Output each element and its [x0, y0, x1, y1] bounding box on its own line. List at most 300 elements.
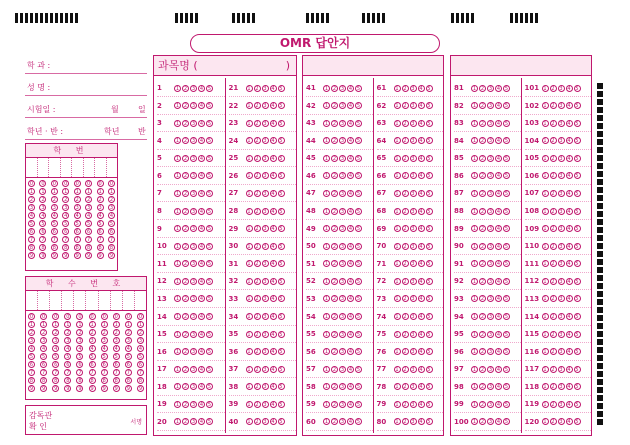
answer-choice-bubble[interactable]: 5	[427, 138, 431, 145]
answer-choice-bubble[interactable]: 2	[255, 296, 259, 303]
answer-choice-bubble[interactable]: 2	[403, 314, 407, 321]
answer-choice-bubble[interactable]: 4	[496, 366, 501, 373]
answer-choice-bubble[interactable]: 1	[247, 261, 251, 268]
student-number-digit-bubble[interactable]: 5	[52, 221, 56, 227]
answer-choice-bubble[interactable]: 2	[332, 85, 337, 92]
answer-choice-bubble[interactable]: 4	[419, 226, 423, 233]
answer-choice-bubble[interactable]: 4	[496, 190, 501, 197]
exam-number-digit-bubble[interactable]: 7	[42, 370, 46, 376]
answer-choice-bubble[interactable]: 4	[496, 243, 501, 250]
answer-choice-bubble[interactable]: 5	[207, 138, 212, 145]
answer-choice-bubble[interactable]: 3	[411, 314, 415, 321]
answer-choice-bubble[interactable]: 4	[348, 314, 353, 321]
answer-choice-bubble[interactable]: 1	[175, 349, 180, 356]
answer-choice-bubble[interactable]: 2	[255, 103, 259, 110]
answer-choice-bubble[interactable]: 1	[543, 278, 547, 285]
name-field[interactable]	[25, 82, 147, 96]
student-number-digit-bubble[interactable]: 2	[87, 197, 91, 203]
answer-choice-bubble[interactable]: 4	[567, 401, 571, 408]
answer-choice-bubble[interactable]: 1	[324, 419, 329, 426]
student-number-digit-bubble[interactable]: 9	[64, 253, 68, 259]
answer-choice-bubble[interactable]: 4	[496, 173, 501, 180]
student-number-digit-bubble[interactable]: 1	[109, 189, 114, 195]
answer-choice-bubble[interactable]: 3	[411, 401, 415, 408]
exam-number-write-cell[interactable]	[38, 291, 50, 310]
student-number-digit-bubble[interactable]: 6	[52, 229, 56, 235]
answer-choice-bubble[interactable]: 4	[271, 366, 275, 373]
answer-choice-bubble[interactable]: 5	[279, 120, 283, 127]
answer-choice-bubble[interactable]: 3	[411, 226, 415, 233]
answer-choice-bubble[interactable]: 3	[559, 349, 563, 356]
exam-number-digit-bubble[interactable]: 7	[78, 370, 82, 376]
answer-choice-bubble[interactable]: 5	[356, 331, 361, 338]
answer-choice-bubble[interactable]: 5	[207, 366, 212, 373]
answer-choice-bubble[interactable]: 4	[419, 401, 423, 408]
answer-choice-bubble[interactable]: 2	[183, 155, 188, 162]
answer-choice-bubble[interactable]: 2	[255, 243, 259, 250]
student-number-digit-bubble[interactable]: 6	[29, 229, 34, 235]
answer-choice-bubble[interactable]: 2	[183, 103, 188, 110]
answer-choice-bubble[interactable]: 1	[472, 190, 477, 197]
answer-choice-bubble[interactable]: 3	[559, 261, 563, 268]
answer-choice-bubble[interactable]: 5	[279, 349, 283, 356]
exam-number-write-cell[interactable]	[74, 291, 86, 310]
answer-choice-bubble[interactable]: 5	[427, 85, 431, 92]
answer-choice-bubble[interactable]: 2	[332, 296, 337, 303]
student-number-digit-bubble[interactable]: 9	[29, 253, 34, 259]
answer-choice-bubble[interactable]: 4	[419, 103, 423, 110]
answer-choice-bubble[interactable]: 4	[348, 401, 353, 408]
answer-choice-bubble[interactable]: 1	[395, 261, 399, 268]
answer-choice-bubble[interactable]: 5	[575, 155, 579, 162]
answer-choice-bubble[interactable]: 3	[191, 419, 196, 426]
answer-choice-bubble[interactable]: 5	[575, 419, 579, 426]
answer-choice-bubble[interactable]: 2	[332, 278, 337, 285]
answer-choice-bubble[interactable]: 3	[488, 331, 493, 338]
exam-number-digit-bubble[interactable]: 0	[29, 314, 34, 320]
answer-choice-bubble[interactable]: 3	[340, 296, 345, 303]
answer-choice-bubble[interactable]: 3	[488, 138, 493, 145]
answer-choice-bubble[interactable]: 5	[207, 331, 212, 338]
answer-choice-bubble[interactable]: 4	[348, 190, 353, 197]
answer-choice-bubble[interactable]: 1	[395, 331, 399, 338]
answer-choice-bubble[interactable]: 2	[551, 278, 555, 285]
answer-choice-bubble[interactable]: 1	[395, 173, 399, 180]
answer-choice-bubble[interactable]: 4	[567, 138, 571, 145]
student-number-digit-bubble[interactable]: 5	[75, 221, 79, 227]
exam-number-digit-bubble[interactable]: 5	[42, 354, 46, 360]
answer-choice-bubble[interactable]: 5	[356, 103, 361, 110]
exam-number-digit-bubble[interactable]: 5	[78, 354, 82, 360]
answer-choice-bubble[interactable]: 2	[403, 261, 407, 268]
student-number-digit-bubble[interactable]: 6	[109, 229, 114, 235]
answer-choice-bubble[interactable]: 4	[567, 155, 571, 162]
answer-choice-bubble[interactable]: 1	[472, 401, 477, 408]
answer-choice-bubble[interactable]: 1	[247, 314, 251, 321]
answer-choice-bubble[interactable]: 3	[263, 103, 267, 110]
answer-choice-bubble[interactable]: 1	[324, 366, 329, 373]
exam-number-digit-bubble[interactable]: 0	[102, 314, 106, 320]
answer-choice-bubble[interactable]: 1	[395, 384, 399, 391]
answer-choice-bubble[interactable]: 5	[504, 261, 509, 268]
student-number-digit-bubble[interactable]: 0	[29, 181, 34, 187]
answer-choice-bubble[interactable]: 1	[543, 331, 547, 338]
answer-choice-bubble[interactable]: 3	[559, 384, 563, 391]
answer-choice-bubble[interactable]: 3	[488, 155, 493, 162]
answer-choice-bubble[interactable]: 1	[175, 120, 180, 127]
student-number-digit-bubble[interactable]: 9	[75, 253, 79, 259]
student-number-digit-bubble[interactable]: 1	[52, 189, 56, 195]
answer-choice-bubble[interactable]: 4	[567, 384, 571, 391]
answer-choice-bubble[interactable]: 4	[496, 384, 501, 391]
answer-choice-bubble[interactable]: 4	[567, 173, 571, 180]
answer-choice-bubble[interactable]: 5	[504, 208, 509, 215]
answer-choice-bubble[interactable]: 1	[472, 278, 477, 285]
answer-choice-bubble[interactable]: 4	[419, 173, 423, 180]
student-number-digit-bubble[interactable]: 0	[52, 181, 56, 187]
student-number-digit-bubble[interactable]: 1	[98, 189, 102, 195]
answer-choice-bubble[interactable]: 1	[175, 226, 180, 233]
exam-number-digit-bubble[interactable]: 2	[114, 330, 118, 336]
answer-choice-bubble[interactable]: 2	[255, 190, 259, 197]
answer-choice-bubble[interactable]: 3	[340, 278, 345, 285]
date-field[interactable]	[25, 104, 147, 118]
answer-choice-bubble[interactable]: 3	[488, 296, 493, 303]
answer-choice-bubble[interactable]: 3	[488, 349, 493, 356]
answer-choice-bubble[interactable]: 4	[271, 190, 275, 197]
student-number-digit-bubble[interactable]: 0	[109, 181, 114, 187]
answer-choice-bubble[interactable]: 3	[411, 243, 415, 250]
answer-choice-bubble[interactable]: 4	[419, 296, 423, 303]
student-number-digit-bubble[interactable]: 2	[29, 197, 34, 203]
answer-choice-bubble[interactable]: 1	[175, 296, 180, 303]
student-number-digit-bubble[interactable]: 8	[98, 245, 102, 251]
answer-choice-bubble[interactable]: 4	[199, 190, 204, 197]
answer-choice-bubble[interactable]: 3	[263, 208, 267, 215]
answer-choice-bubble[interactable]: 3	[191, 349, 196, 356]
answer-choice-bubble[interactable]: 4	[199, 366, 204, 373]
answer-choice-bubble[interactable]: 1	[324, 349, 329, 356]
exam-number-digit-bubble[interactable]: 6	[78, 362, 82, 368]
answer-choice-bubble[interactable]: 2	[332, 208, 337, 215]
answer-choice-bubble[interactable]: 1	[247, 296, 251, 303]
answer-choice-bubble[interactable]: 1	[247, 331, 251, 338]
answer-choice-bubble[interactable]: 2	[183, 138, 188, 145]
answer-choice-bubble[interactable]: 5	[504, 366, 509, 373]
answer-choice-bubble[interactable]: 1	[472, 138, 477, 145]
answer-choice-bubble[interactable]: 5	[207, 384, 212, 391]
answer-choice-bubble[interactable]: 4	[348, 138, 353, 145]
answer-choice-bubble[interactable]: 4	[496, 208, 501, 215]
answer-choice-bubble[interactable]: 2	[551, 366, 555, 373]
answer-choice-bubble[interactable]: 5	[504, 384, 509, 391]
answer-choice-bubble[interactable]: 3	[411, 419, 415, 426]
answer-choice-bubble[interactable]: 1	[543, 261, 547, 268]
answer-choice-bubble[interactable]: 3	[340, 226, 345, 233]
answer-choice-bubble[interactable]: 2	[403, 296, 407, 303]
answer-choice-bubble[interactable]: 2	[255, 155, 259, 162]
answer-choice-bubble[interactable]: 1	[324, 331, 329, 338]
answer-choice-bubble[interactable]: 5	[504, 349, 509, 356]
answer-choice-bubble[interactable]: 1	[543, 296, 547, 303]
answer-choice-bubble[interactable]: 5	[356, 314, 361, 321]
answer-choice-bubble[interactable]: 4	[271, 85, 275, 92]
answer-choice-bubble[interactable]: 5	[504, 331, 509, 338]
answer-choice-bubble[interactable]: 3	[488, 261, 493, 268]
answer-choice-bubble[interactable]: 3	[340, 120, 345, 127]
student-number-digit-bubble[interactable]: 7	[75, 237, 79, 243]
answer-choice-bubble[interactable]: 1	[247, 366, 251, 373]
answer-choice-bubble[interactable]: 3	[191, 243, 196, 250]
answer-choice-bubble[interactable]: 2	[403, 226, 407, 233]
answer-choice-bubble[interactable]: 2	[332, 384, 337, 391]
answer-choice-bubble[interactable]: 1	[395, 243, 399, 250]
answer-choice-bubble[interactable]: 4	[199, 278, 204, 285]
answer-choice-bubble[interactable]: 3	[559, 314, 563, 321]
exam-number-write-cell[interactable]	[26, 291, 38, 310]
answer-choice-bubble[interactable]: 1	[395, 103, 399, 110]
answer-choice-bubble[interactable]: 3	[411, 331, 415, 338]
answer-choice-bubble[interactable]: 3	[340, 366, 345, 373]
answer-choice-bubble[interactable]: 4	[496, 155, 501, 162]
student-number-digit-bubble[interactable]: 3	[109, 205, 114, 211]
answer-choice-bubble[interactable]: 2	[551, 401, 555, 408]
answer-choice-bubble[interactable]: 2	[551, 208, 555, 215]
answer-choice-bubble[interactable]: 2	[403, 331, 407, 338]
answer-choice-bubble[interactable]: 5	[427, 401, 431, 408]
exam-number-digit-bubble[interactable]: 8	[66, 378, 70, 384]
answer-choice-bubble[interactable]: 1	[247, 384, 251, 391]
answer-choice-bubble[interactable]: 5	[356, 296, 361, 303]
answer-choice-bubble[interactable]: 1	[247, 401, 251, 408]
answer-choice-bubble[interactable]: 2	[403, 190, 407, 197]
student-number-digit-bubble[interactable]: 5	[29, 221, 34, 227]
exam-number-digit-bubble[interactable]: 2	[54, 330, 58, 336]
answer-choice-bubble[interactable]: 3	[559, 296, 563, 303]
answer-choice-bubble[interactable]: 1	[324, 138, 329, 145]
answer-choice-bubble[interactable]: 3	[411, 85, 415, 92]
answer-choice-bubble[interactable]: 2	[183, 120, 188, 127]
answer-choice-bubble[interactable]: 2	[480, 296, 485, 303]
answer-choice-bubble[interactable]: 4	[271, 138, 275, 145]
answer-choice-bubble[interactable]: 4	[567, 85, 571, 92]
answer-choice-bubble[interactable]: 4	[348, 296, 353, 303]
answer-choice-bubble[interactable]: 1	[472, 85, 477, 92]
answer-choice-bubble[interactable]: 5	[575, 138, 579, 145]
answer-choice-bubble[interactable]: 3	[488, 120, 493, 127]
answer-choice-bubble[interactable]: 5	[575, 85, 579, 92]
answer-choice-bubble[interactable]: 3	[411, 173, 415, 180]
answer-choice-bubble[interactable]: 4	[496, 331, 501, 338]
exam-number-digit-bubble[interactable]: 5	[90, 354, 94, 360]
answer-choice-bubble[interactable]: 4	[199, 296, 204, 303]
answer-choice-bubble[interactable]: 5	[427, 208, 431, 215]
exam-number-digit-bubble[interactable]: 3	[66, 338, 70, 344]
exam-number-write-cell[interactable]	[135, 291, 146, 310]
exam-number-digit-bubble[interactable]: 6	[90, 362, 94, 368]
answer-choice-bubble[interactable]: 1	[324, 190, 329, 197]
answer-choice-bubble[interactable]: 1	[324, 155, 329, 162]
answer-choice-bubble[interactable]: 1	[472, 349, 477, 356]
answer-choice-bubble[interactable]: 3	[559, 401, 563, 408]
answer-choice-bubble[interactable]: 4	[199, 103, 204, 110]
answer-choice-bubble[interactable]: 2	[551, 331, 555, 338]
answer-choice-bubble[interactable]: 5	[356, 349, 361, 356]
exam-number-digit-bubble[interactable]: 2	[102, 330, 106, 336]
student-number-digit-bubble[interactable]: 2	[52, 197, 56, 203]
answer-choice-bubble[interactable]: 4	[567, 366, 571, 373]
exam-number-write-cell[interactable]	[123, 291, 135, 310]
answer-choice-bubble[interactable]: 2	[403, 85, 407, 92]
answer-choice-bubble[interactable]: 2	[480, 85, 485, 92]
answer-choice-bubble[interactable]: 2	[403, 208, 407, 215]
answer-choice-bubble[interactable]: 1	[324, 103, 329, 110]
exam-number-digit-bubble[interactable]: 8	[138, 378, 143, 384]
student-number-digit-bubble[interactable]: 3	[87, 205, 91, 211]
answer-choice-bubble[interactable]: 4	[348, 243, 353, 250]
answer-choice-bubble[interactable]: 2	[255, 401, 259, 408]
answer-choice-bubble[interactable]: 5	[207, 155, 212, 162]
answer-choice-bubble[interactable]: 4	[496, 85, 501, 92]
answer-choice-bubble[interactable]: 4	[419, 85, 423, 92]
answer-choice-bubble[interactable]: 1	[247, 349, 251, 356]
answer-choice-bubble[interactable]: 3	[559, 173, 563, 180]
answer-choice-bubble[interactable]: 1	[247, 155, 251, 162]
answer-choice-bubble[interactable]: 3	[263, 226, 267, 233]
answer-choice-bubble[interactable]: 2	[480, 261, 485, 268]
answer-choice-bubble[interactable]: 4	[496, 296, 501, 303]
answer-choice-bubble[interactable]: 3	[559, 85, 563, 92]
exam-number-digit-bubble[interactable]: 1	[29, 322, 34, 328]
answer-choice-bubble[interactable]: 5	[207, 120, 212, 127]
answer-choice-bubble[interactable]: 2	[183, 226, 188, 233]
answer-choice-bubble[interactable]: 3	[191, 120, 196, 127]
student-number-digit-bubble[interactable]: 3	[29, 205, 34, 211]
student-number-digit-bubble[interactable]: 2	[41, 197, 45, 203]
answer-choice-bubble[interactable]: 4	[271, 314, 275, 321]
exam-number-digit-bubble[interactable]: 6	[114, 362, 118, 368]
answer-choice-bubble[interactable]: 5	[356, 85, 361, 92]
answer-choice-bubble[interactable]: 1	[175, 261, 180, 268]
answer-choice-bubble[interactable]: 1	[472, 120, 477, 127]
answer-choice-bubble[interactable]: 2	[480, 208, 485, 215]
student-number-digit-bubble[interactable]: 4	[64, 213, 68, 219]
answer-choice-bubble[interactable]: 3	[488, 314, 493, 321]
answer-choice-bubble[interactable]: 3	[559, 190, 563, 197]
answer-choice-bubble[interactable]: 2	[183, 190, 188, 197]
exam-number-digit-bubble[interactable]: 2	[66, 330, 70, 336]
exam-number-digit-bubble[interactable]: 3	[54, 338, 58, 344]
exam-number-digit-bubble[interactable]: 8	[29, 378, 34, 384]
student-number-digit-bubble[interactable]: 3	[52, 205, 56, 211]
answer-choice-bubble[interactable]: 2	[255, 261, 259, 268]
student-number-digit-bubble[interactable]: 9	[98, 253, 102, 259]
answer-choice-bubble[interactable]: 4	[348, 278, 353, 285]
answer-choice-bubble[interactable]: 3	[340, 103, 345, 110]
answer-choice-bubble[interactable]: 1	[543, 190, 547, 197]
answer-choice-bubble[interactable]: 3	[488, 208, 493, 215]
answer-choice-bubble[interactable]: 4	[419, 138, 423, 145]
answer-choice-bubble[interactable]: 5	[575, 384, 579, 391]
student-number-digit-bubble[interactable]: 9	[109, 253, 114, 259]
student-number-digit-bubble[interactable]: 8	[41, 245, 45, 251]
student-number-digit-bubble[interactable]: 7	[29, 237, 34, 243]
answer-choice-bubble[interactable]: 4	[567, 261, 571, 268]
answer-choice-bubble[interactable]: 4	[419, 314, 423, 321]
answer-choice-bubble[interactable]: 4	[271, 331, 275, 338]
answer-choice-bubble[interactable]: 1	[247, 190, 251, 197]
student-number-digit-bubble[interactable]: 5	[41, 221, 45, 227]
answer-choice-bubble[interactable]: 4	[419, 366, 423, 373]
answer-choice-bubble[interactable]: 2	[551, 419, 555, 426]
answer-choice-bubble[interactable]: 3	[559, 103, 563, 110]
exam-number-digit-bubble[interactable]: 6	[102, 362, 106, 368]
exam-number-digit-bubble[interactable]: 1	[114, 322, 118, 328]
answer-choice-bubble[interactable]: 3	[263, 419, 267, 426]
answer-choice-bubble[interactable]: 4	[348, 85, 353, 92]
answer-choice-bubble[interactable]: 4	[496, 419, 501, 426]
answer-choice-bubble[interactable]: 2	[403, 138, 407, 145]
answer-choice-bubble[interactable]: 1	[395, 138, 399, 145]
student-number-digit-bubble[interactable]: 2	[109, 197, 114, 203]
exam-number-digit-bubble[interactable]: 7	[66, 370, 70, 376]
answer-choice-bubble[interactable]: 1	[395, 419, 399, 426]
exam-number-digit-bubble[interactable]: 4	[66, 346, 70, 352]
answer-choice-bubble[interactable]: 4	[496, 120, 501, 127]
answer-choice-bubble[interactable]: 4	[567, 103, 571, 110]
answer-choice-bubble[interactable]: 4	[199, 173, 204, 180]
exam-number-digit-bubble[interactable]: 6	[42, 362, 46, 368]
answer-choice-bubble[interactable]: 3	[488, 103, 493, 110]
answer-choice-bubble[interactable]: 2	[255, 384, 259, 391]
answer-choice-bubble[interactable]: 2	[255, 85, 259, 92]
student-number-digit-bubble[interactable]: 8	[87, 245, 91, 251]
answer-choice-bubble[interactable]: 1	[324, 314, 329, 321]
answer-choice-bubble[interactable]: 3	[488, 384, 493, 391]
answer-choice-bubble[interactable]: 2	[480, 419, 485, 426]
answer-choice-bubble[interactable]: 3	[488, 366, 493, 373]
answer-choice-bubble[interactable]: 3	[411, 384, 415, 391]
dept-field[interactable]	[25, 60, 147, 74]
answer-choice-bubble[interactable]: 1	[247, 103, 251, 110]
answer-choice-bubble[interactable]: 1	[543, 314, 547, 321]
answer-choice-bubble[interactable]: 5	[207, 278, 212, 285]
answer-choice-bubble[interactable]: 2	[183, 261, 188, 268]
answer-choice-bubble[interactable]: 2	[183, 173, 188, 180]
answer-choice-bubble[interactable]: 4	[348, 261, 353, 268]
answer-choice-bubble[interactable]: 5	[504, 314, 509, 321]
answer-choice-bubble[interactable]: 2	[551, 226, 555, 233]
exam-number-write-cell[interactable]	[62, 291, 74, 310]
answer-choice-bubble[interactable]: 4	[419, 331, 423, 338]
exam-number-digit-bubble[interactable]: 8	[54, 378, 58, 384]
answer-choice-bubble[interactable]: 1	[543, 401, 547, 408]
answer-choice-bubble[interactable]: 4	[271, 226, 275, 233]
answer-choice-bubble[interactable]: 3	[191, 296, 196, 303]
answer-choice-bubble[interactable]: 5	[427, 349, 431, 356]
answer-choice-bubble[interactable]: 5	[504, 243, 509, 250]
answer-choice-bubble[interactable]: 2	[332, 401, 337, 408]
answer-choice-bubble[interactable]: 1	[472, 261, 477, 268]
exam-number-digit-bubble[interactable]: 6	[66, 362, 70, 368]
answer-choice-bubble[interactable]: 3	[340, 401, 345, 408]
answer-choice-bubble[interactable]: 5	[207, 85, 212, 92]
exam-number-digit-bubble[interactable]: 4	[138, 346, 143, 352]
student-number-digit-bubble[interactable]: 4	[52, 213, 56, 219]
answer-choice-bubble[interactable]: 2	[183, 366, 188, 373]
answer-choice-bubble[interactable]: 5	[356, 261, 361, 268]
answer-choice-bubble[interactable]: 3	[411, 296, 415, 303]
